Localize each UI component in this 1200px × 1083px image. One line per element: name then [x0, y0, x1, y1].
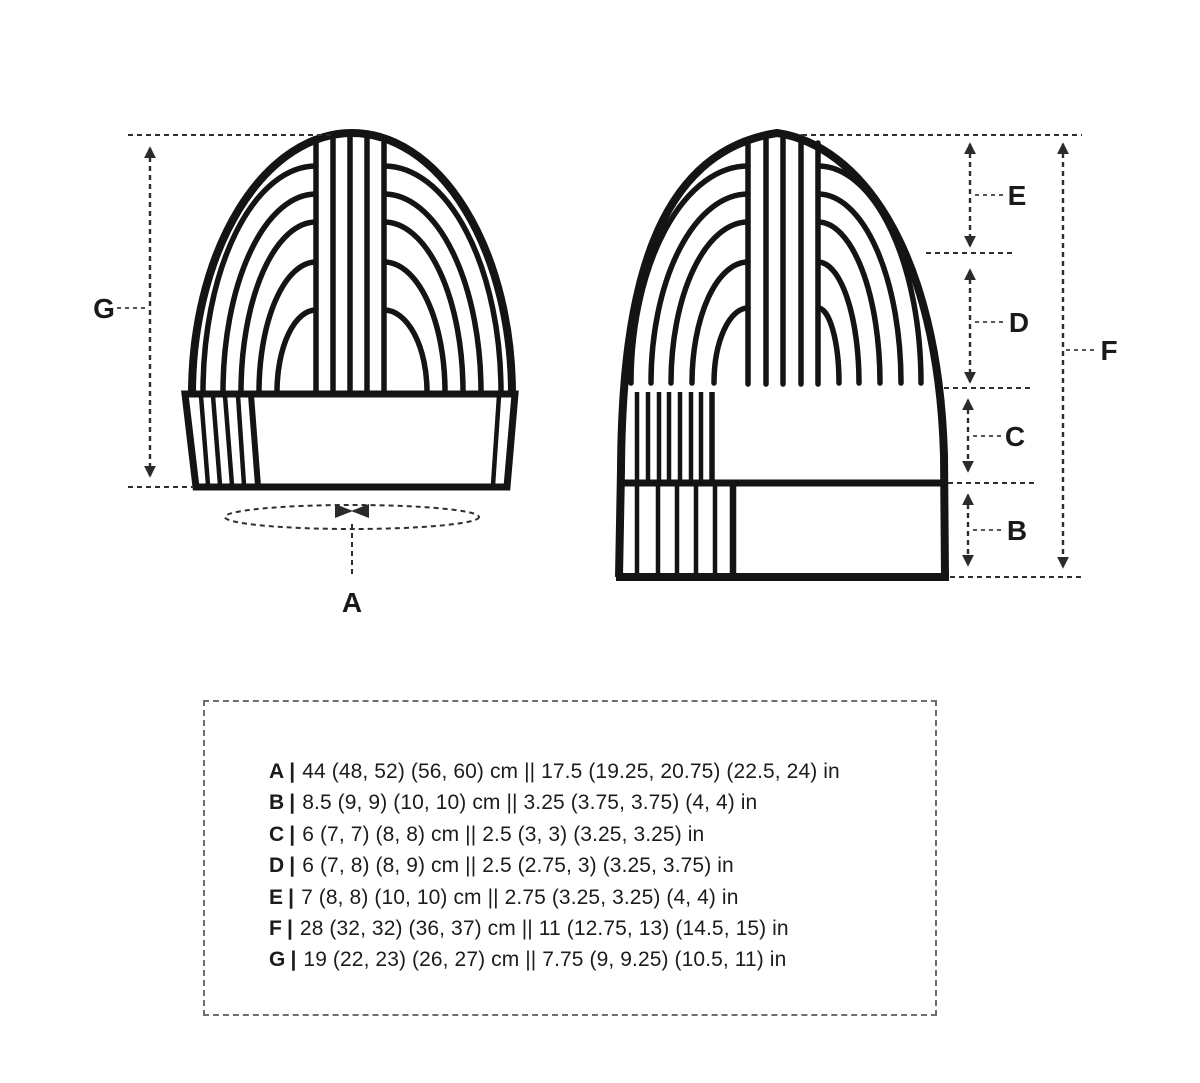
- measurement-label-f: F: [1100, 335, 1118, 366]
- side-body-ribs: [637, 392, 712, 482]
- row-separator: |: [290, 948, 297, 972]
- row-key: E: [269, 885, 284, 909]
- front-cuff-ribs: [201, 395, 499, 486]
- row-value: 44 (48, 52) (56, 60) cm || 17.5 (19.25, 20.75) (22.5, 24) in: [302, 760, 840, 783]
- size-chart-row-g: [269, 944, 840, 975]
- row-value: 19 (22, 23) (26, 27) cm || 7.75 (9, 9.25) (10.5, 11) in: [303, 948, 787, 972]
- front-crown-center-ribs: [316, 134, 384, 392]
- front-crown-arcs-left: [203, 166, 316, 392]
- row-separator: |: [289, 791, 296, 815]
- row-key: B: [269, 791, 285, 815]
- row-key: A: [269, 760, 285, 783]
- measurement-label-e: E: [1007, 180, 1027, 211]
- reference-lines: [128, 135, 1082, 577]
- row-value: 8.5 (9, 9) (10, 10) cm || 3.25 (3.75, 3.75) (4, 4) in: [302, 791, 758, 815]
- measurement-label-a: A: [341, 587, 363, 618]
- row-value: 6 (7, 8) (8, 9) cm || 2.5 (2.75, 3) (3.25, 3.75) in: [302, 854, 734, 878]
- row-separator: |: [286, 917, 293, 941]
- row-key: D: [269, 854, 285, 878]
- row-value: 6 (7, 7) (8, 8) cm || 2.5 (3, 3) (3.25, 3.25) in: [302, 822, 705, 846]
- row-separator: |: [289, 822, 296, 846]
- circumference-arrow-left-icon: [351, 504, 369, 518]
- size-chart-box: [203, 700, 937, 1016]
- circumference-indicator: [225, 504, 479, 578]
- size-chart-row-e: [269, 882, 840, 913]
- measurement-label-c: C: [1004, 421, 1026, 452]
- measurement-label-g: G: [93, 293, 115, 324]
- size-chart-row-a: [269, 756, 840, 787]
- size-chart-row-d: [269, 850, 840, 881]
- row-key: C: [269, 822, 285, 846]
- row-value: 7 (8, 8) (10, 10) cm || 2.75 (3.25, 3.25) (4, 4) in: [301, 885, 739, 909]
- row-separator: |: [288, 885, 295, 909]
- row-key: G: [269, 948, 286, 972]
- size-chart-row-c: [269, 819, 840, 850]
- front-view-hat: [185, 133, 515, 487]
- circumference-arrow-right-icon: [335, 504, 353, 518]
- row-value: 28 (32, 32) (36, 37) cm || 11 (12.75, 13) (14.5, 15) in: [299, 917, 789, 941]
- side-cuff-ribs: [637, 483, 733, 577]
- row-separator: |: [289, 760, 296, 783]
- measurement-label-b: B: [1006, 515, 1028, 546]
- measurement-label-d: D: [1008, 307, 1030, 338]
- label-connectors: [117, 195, 1095, 530]
- side-crown-arcs-right: [818, 166, 921, 383]
- row-separator: |: [289, 854, 296, 878]
- side-crown-arcs-left: [631, 166, 748, 383]
- front-cuff-outline: [185, 394, 515, 487]
- side-crown-center-ribs: [748, 134, 818, 384]
- size-chart-row-f: [269, 913, 840, 944]
- size-chart-row-b: [269, 787, 840, 818]
- dimension-arrows: [150, 144, 1063, 567]
- size-chart-rows: [269, 756, 840, 976]
- row-key: F: [269, 917, 282, 941]
- side-view-hat: [616, 133, 949, 577]
- front-crown-arcs-right: [384, 166, 501, 392]
